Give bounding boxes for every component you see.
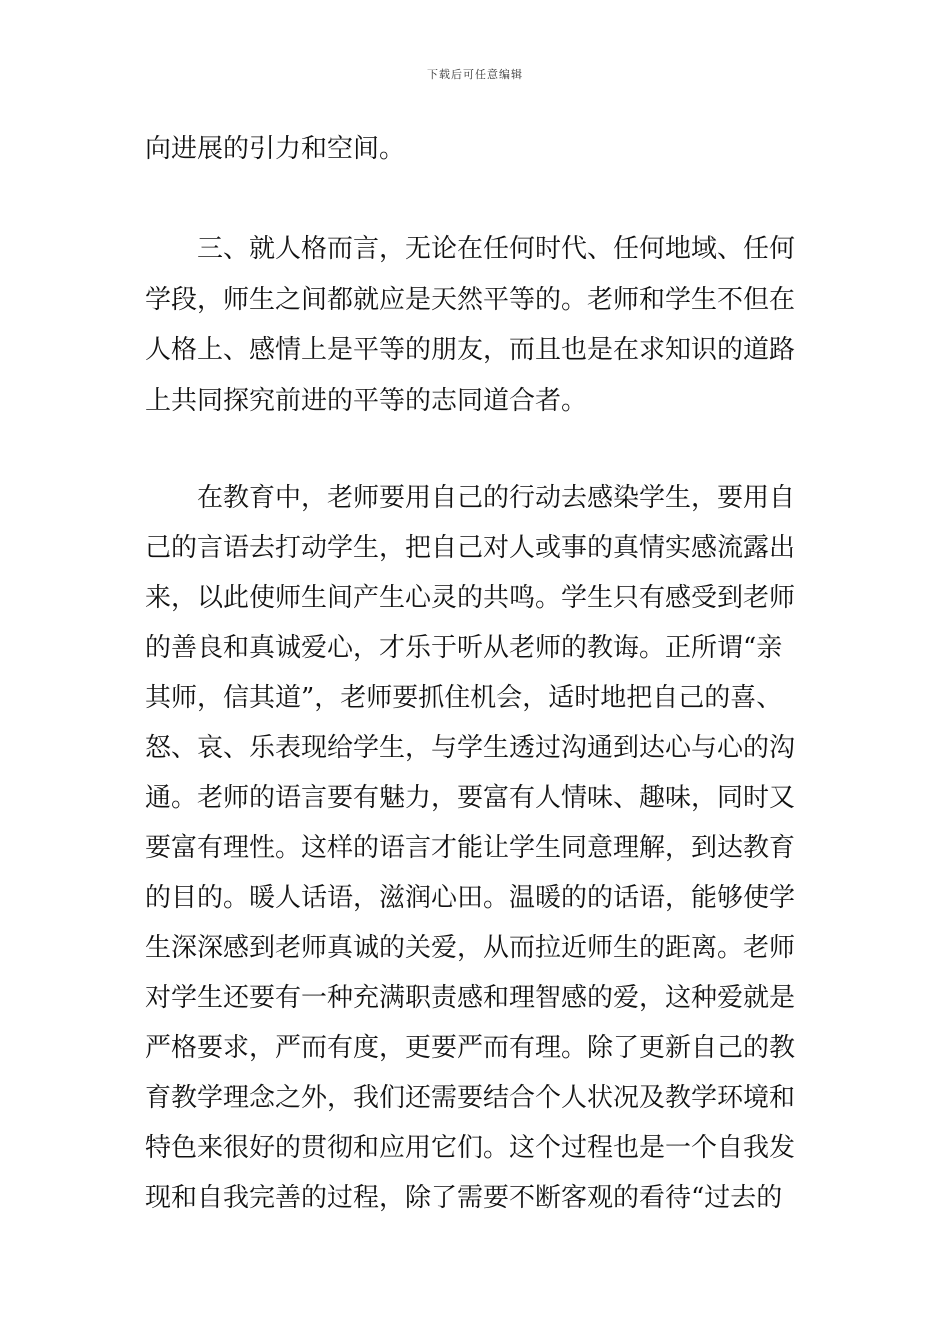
text-line: 三、就人格而言，无论在任何时代、任何地域、任何: [145, 234, 796, 264]
text-line: 育教学理念之外，我们还需要结合个人状况及教学环境和: [145, 1083, 796, 1113]
text-line: 严格要求，严而有度，更要严而有理。除了更新自己的教: [145, 1033, 796, 1063]
text-line: 怒、哀、乐表现给学生，与学生透过沟通到达心与心的沟: [145, 733, 796, 763]
text-line: 向进展的引力和空间。: [145, 134, 406, 164]
text-line: 人格上、感情上是平等的朋友，而且也是在求知识的道路: [145, 335, 796, 365]
text-line: 来，以此使师生间产生心灵的共鸣。学生只有感受到老师: [145, 583, 796, 613]
text-line: 对学生还要有一种充满职责感和理智感的爱，这种爱就是: [145, 983, 796, 1013]
text-line: 生深深感到老师真诚的关爱，从而拉近师生的距离。老师: [145, 933, 796, 963]
page-header: 下载后可任意编辑: [427, 68, 523, 81]
text-line: 其师，信其道”，老师要抓住机会，适时地把自己的喜、: [145, 683, 783, 713]
text-line: 己的言语去打动学生，把自己对人或事的真情实感流露出: [145, 533, 796, 563]
text-line: 学段，师生之间都就应是天然平等的。老师和学生不但在: [145, 285, 796, 315]
text-line: 特色来很好的贯彻和应用它们。这个过程也是一个自我发: [145, 1133, 796, 1163]
text-line: 的目的。暖人话语，滋润心田。温暖的的话语，能够使学: [145, 883, 796, 913]
text-line: 要富有理性。这样的语言才能让学生同意理解，到达教育: [145, 833, 796, 863]
text-line: 在教育中，老师要用自己的行动去感染学生，要用自: [145, 483, 796, 513]
text-line: 上共同探究前进的平等的志同道合者。: [145, 386, 588, 416]
text-line: 现和自我完善的过程，除了需要不断客观的看待“过去的: [145, 1183, 783, 1213]
text-line: 通。老师的语言要有魅力，要富有人情味、趣味，同时又: [145, 783, 796, 813]
text-line: 的善良和真诚爱心，才乐于听从老师的教诲。正所谓“亲: [145, 633, 783, 663]
